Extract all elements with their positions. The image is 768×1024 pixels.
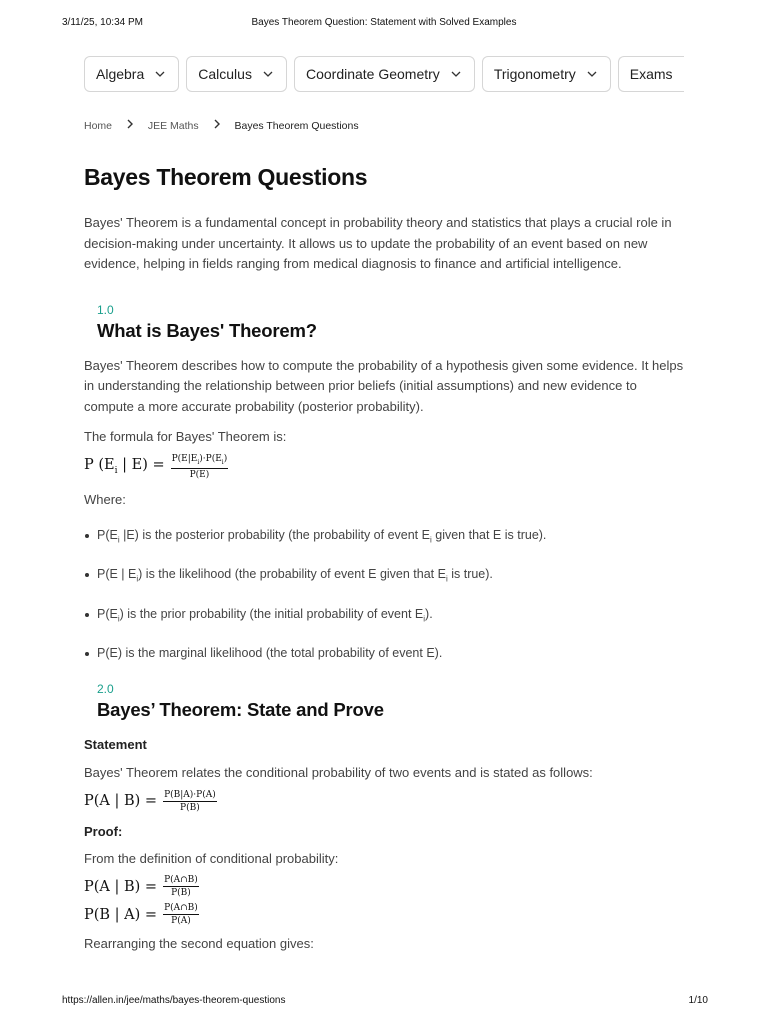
breadcrumb-section-link[interactable]: JEE Maths <box>147 120 199 133</box>
conditional-formula-a-given-b <box>84 875 688 898</box>
nav-algebra-dropdown[interactable] <box>84 56 179 92</box>
formula-fraction <box>171 454 229 481</box>
formula-denominator: P(E) <box>189 470 210 481</box>
breadcrumb-home-link[interactable]: Home <box>84 120 113 133</box>
nav-label: Exams <box>629 66 673 82</box>
print-url: https://allen.in/jee/maths/bayes-theorem-questions <box>62 995 286 1006</box>
nav-trigonometry-dropdown[interactable] <box>482 56 611 92</box>
definition-list <box>84 528 688 662</box>
bayes-statement-formula <box>84 790 688 813</box>
breadcrumb-current: Bayes Theorem Questions <box>234 120 359 133</box>
nav-label: Trigonometry <box>493 66 576 82</box>
print-page-title: Bayes Theorem Question: Statement with Solved Examples <box>251 17 517 28</box>
proof-text: From the definition of conditional probability: <box>84 850 339 866</box>
chevron-down-icon <box>586 68 598 80</box>
formula-intro: The formula for Bayes' Theorem is: <box>84 429 287 444</box>
proof-label: Proof: <box>84 823 123 839</box>
print-date: 3/11/25, 10:34 PM <box>62 17 143 28</box>
definition-item: P(E | $E_i$) is the likelihood (the probability of event E given that $E_i$ is true). <box>84 567 688 587</box>
formula-lhs: P(B | A) = <box>84 906 158 923</box>
formula-numerator: P(A∩B) <box>164 903 198 914</box>
definition-item: $P(E_i$ |E) is the posterior probability (the probability of event $E_i$ given that E is true). <box>84 528 688 548</box>
nav-label: Algebra <box>96 66 145 82</box>
definition-item: P(E) is the marginal likelihood (the total probability of event E). <box>84 646 688 661</box>
statement-label: Statement <box>84 737 147 753</box>
print-page-count: 1/10 <box>688 995 708 1006</box>
section-number: 1.0 <box>97 302 114 317</box>
nav-label: Coordinate Geometry <box>305 66 440 82</box>
formula-denominator: P(A) <box>171 916 191 927</box>
formula-fraction <box>163 903 199 926</box>
chevron-right-icon <box>213 119 221 129</box>
where-label: Where: <box>84 492 126 508</box>
page-title: Bayes Theorem Questions <box>84 164 368 190</box>
formula-numerator: P(B|A)·P(A) <box>164 789 216 800</box>
chevron-right-icon <box>126 119 134 129</box>
topic-nav <box>84 56 684 94</box>
formula-lhs: P(A | B) = <box>84 878 158 895</box>
formula-numerator: $P(E|E_i)\cdot P(E_i)$ <box>171 454 229 470</box>
formula-denominator: P(B) <box>180 802 200 813</box>
section-paragraph: Bayes' Theorem describes how to compute the probability of a hypothesis given some evidence. It helps in understanding the relationship between prior beliefs (initial assumptions) and new evidence to compute a more accurate probability (posterior probability). <box>84 357 684 414</box>
section-heading: What is Bayes' Theorem? <box>97 319 317 341</box>
formula-lhs: P(A | B) = <box>84 793 158 810</box>
formula-numerator: P(A∩B) <box>164 875 198 886</box>
intro-paragraph: Bayes' Theorem is a fundamental concept in probability theory and statistics that plays a crucial role in decision-making under uncertainty. It allows us to update the probability of an event based on new evidence, helping in fields ranging from medical diagnosis to finance and artificial intelligence. <box>84 215 672 271</box>
article-content <box>84 164 688 955</box>
bayes-formula <box>84 454 688 481</box>
chevron-down-icon <box>154 68 166 80</box>
conditional-formula-b-given-a <box>84 903 688 926</box>
nav-label: Calculus <box>198 66 252 82</box>
formula-fraction <box>163 790 217 813</box>
breadcrumb <box>84 119 359 132</box>
chevron-down-icon <box>262 68 274 80</box>
statement-text: Bayes' Theorem relates the conditional probability of two events and is stated as follows: <box>84 765 593 781</box>
formula-denominator: P(B) <box>171 888 191 899</box>
nav-calculus-dropdown[interactable] <box>186 56 287 92</box>
rearrange-text: Rearranging the second equation gives: <box>84 936 314 952</box>
section-number: 2.0 <box>97 682 114 697</box>
definition-item: $P(E_i)$ is the prior probability (the initial probability of event $E_i$). <box>84 607 688 627</box>
formula-lhs: P ($E_i$ | E) = <box>84 457 165 477</box>
chevron-down-icon <box>450 68 462 80</box>
formula-fraction <box>163 875 199 898</box>
nav-coordinate-geometry-dropdown[interactable] <box>294 56 475 92</box>
section-heading: Bayes’ Theorem: State and Prove <box>97 699 384 721</box>
nav-exams-dropdown[interactable] <box>618 56 684 92</box>
